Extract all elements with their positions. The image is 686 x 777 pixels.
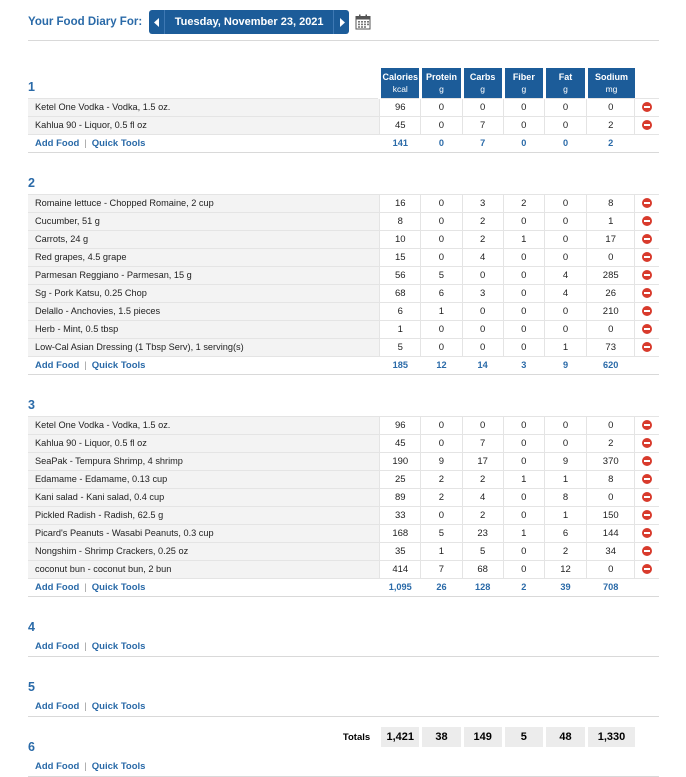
food-name-link[interactable]: Nongshim - Shrimp Crackers, 0.25 oz — [28, 542, 380, 560]
delete-entry-icon[interactable] — [642, 510, 652, 520]
food-fiber: 0 — [503, 302, 544, 320]
food-protein: 0 — [421, 230, 462, 248]
chevron-right-icon — [339, 18, 345, 27]
meal-links — [28, 698, 380, 716]
food-protein: 2 — [421, 470, 462, 488]
total-sodium: 1,330 — [587, 727, 635, 747]
food-protein: 1 — [421, 542, 462, 560]
food-calories: 96 — [380, 98, 421, 116]
food-carbs: 4 — [462, 488, 503, 506]
food-fiber: 0 — [503, 452, 544, 470]
total-protein: 38 — [421, 727, 462, 747]
food-fiber: 0 — [503, 116, 544, 134]
food-fat: 0 — [544, 230, 586, 248]
food-fiber: 0 — [503, 248, 544, 266]
food-fiber: 2 — [503, 194, 544, 212]
quick-tools-link[interactable]: Quick Tools — [91, 701, 146, 713]
food-carbs: 5 — [462, 542, 503, 560]
food-entry-row — [28, 230, 659, 248]
meal-footer-row — [28, 758, 659, 776]
column-unit: g — [439, 84, 444, 94]
diary-title: Your Food Diary For: — [28, 16, 143, 28]
food-sodium: 34 — [587, 542, 635, 560]
food-name-link[interactable]: Ketel One Vodka - Vodka, 1.5 oz. — [28, 98, 380, 116]
total-carbs: 149 — [462, 727, 503, 747]
food-protein: 0 — [421, 116, 462, 134]
food-entry-row — [28, 452, 659, 470]
food-fat: 4 — [544, 266, 586, 284]
food-calories: 5 — [380, 338, 421, 356]
meal-total-protein: 12 — [421, 356, 462, 374]
delete-cell — [635, 506, 659, 524]
food-protein: 0 — [421, 416, 462, 434]
food-calories: 33 — [380, 506, 421, 524]
diary-header — [28, 10, 371, 34]
food-calories: 25 — [380, 470, 421, 488]
food-entry-row — [28, 338, 659, 356]
food-calories: 15 — [380, 248, 421, 266]
food-sodium: 0 — [587, 320, 635, 338]
meal-name: 6 — [28, 740, 35, 754]
food-calories: 35 — [380, 542, 421, 560]
food-carbs: 2 — [462, 506, 503, 524]
food-fat: 1 — [544, 470, 586, 488]
food-sodium: 210 — [587, 302, 635, 320]
food-fat: 1 — [544, 338, 586, 356]
food-calories: 10 — [380, 230, 421, 248]
food-entry-row — [28, 248, 659, 266]
food-name-link[interactable]: Pickled Radish - Radish, 62.5 g — [28, 506, 380, 524]
delete-entry-icon[interactable] — [642, 198, 652, 208]
meal-total-protein: 26 — [421, 578, 462, 596]
meal-footer-row — [28, 638, 659, 656]
food-carbs: 0 — [462, 416, 503, 434]
food-name-link[interactable]: Herb - Mint, 0.5 tbsp — [28, 320, 380, 338]
calendar-icon[interactable] — [355, 14, 371, 30]
meal-links — [28, 758, 380, 776]
food-fiber: 0 — [503, 212, 544, 230]
meal-footer-row — [28, 698, 659, 716]
meal-total-sodium: 708 — [587, 578, 635, 596]
delete-entry-icon[interactable] — [642, 528, 652, 538]
food-protein: 7 — [421, 560, 462, 578]
food-fiber: 0 — [503, 488, 544, 506]
food-entry-row — [28, 116, 659, 134]
meal-links — [28, 578, 380, 596]
food-name-link[interactable]: Carrots, 24 g — [28, 230, 380, 248]
delete-entry-icon[interactable] — [642, 492, 652, 502]
food-entry-row — [28, 416, 659, 434]
food-protein: 0 — [421, 248, 462, 266]
add-food-link[interactable]: Add Food — [35, 359, 80, 371]
food-protein: 0 — [421, 506, 462, 524]
food-entry-row — [28, 212, 659, 230]
add-food-link[interactable]: Add Food — [35, 581, 80, 593]
food-name-link[interactable]: Kahlua 90 - Liquor, 0.5 fl oz — [28, 434, 380, 452]
delete-cell — [635, 230, 659, 248]
delete-entry-icon[interactable] — [642, 474, 652, 484]
food-name-link[interactable]: Edamame - Edamame, 0.13 cup — [28, 470, 380, 488]
meal-links — [28, 134, 380, 152]
food-diary-table — [28, 68, 659, 777]
food-fat: 0 — [544, 98, 586, 116]
add-food-link[interactable]: Add Food — [35, 641, 80, 653]
food-fiber: 0 — [503, 434, 544, 452]
quick-tools-link[interactable]: Quick Tools — [91, 761, 146, 773]
food-name-link[interactable]: Parmesan Reggiano - Parmesan, 15 g — [28, 266, 380, 284]
food-name-link[interactable]: Delallo - Anchovies, 1.5 pieces — [28, 302, 380, 320]
food-protein: 5 — [421, 524, 462, 542]
quick-tools-link[interactable]: Quick Tools — [91, 581, 146, 593]
food-sodium: 370 — [587, 452, 635, 470]
delete-entry-icon[interactable] — [642, 120, 652, 130]
meal-total-calories: 1,095 — [380, 578, 421, 596]
meal-total-fiber: 3 — [503, 356, 544, 374]
food-fiber: 0 — [503, 542, 544, 560]
food-fiber: 1 — [503, 230, 544, 248]
food-entry-row — [28, 542, 659, 560]
meal-total-calories: 141 — [380, 134, 421, 152]
food-name-link[interactable]: Picard's Peanuts - Wasabi Peanuts, 0.3 cup — [28, 524, 380, 542]
food-name-link[interactable]: SeaPak - Tempura Shrimp, 4 shrimp — [28, 452, 380, 470]
food-calories: 45 — [380, 434, 421, 452]
delete-entry-icon[interactable] — [642, 306, 652, 316]
delete-cell — [635, 320, 659, 338]
food-protein: 0 — [421, 98, 462, 116]
food-entry-row — [28, 488, 659, 506]
delete-cell — [635, 338, 659, 356]
food-fat: 6 — [544, 524, 586, 542]
food-fat: 4 — [544, 284, 586, 302]
food-fat: 0 — [544, 434, 586, 452]
link-separator: | — [84, 701, 87, 713]
food-protein: 0 — [421, 194, 462, 212]
link-separator: | — [84, 137, 87, 149]
delete-cell — [635, 542, 659, 560]
meal-header-row — [28, 164, 659, 194]
delete-entry-icon[interactable] — [642, 102, 652, 112]
add-food-link[interactable]: Add Food — [35, 761, 80, 773]
food-fiber: 0 — [503, 560, 544, 578]
food-entry-row — [28, 434, 659, 452]
food-fat: 9 — [544, 452, 586, 470]
meal-header-row — [28, 668, 659, 698]
meal-name: 4 — [28, 620, 35, 634]
food-calories: 89 — [380, 488, 421, 506]
food-calories: 168 — [380, 524, 421, 542]
meal-header-row — [28, 68, 659, 98]
delete-cell — [635, 452, 659, 470]
food-entry-row — [28, 284, 659, 302]
food-fiber: 0 — [503, 266, 544, 284]
meal-total-carbs: 14 — [462, 356, 503, 374]
food-fiber: 0 — [503, 506, 544, 524]
food-name-link[interactable]: Kahlua 90 - Liquor, 0.5 fl oz — [28, 116, 380, 134]
meal-footer-row — [28, 134, 659, 152]
food-fiber: 0 — [503, 338, 544, 356]
column-label: Calories — [382, 72, 419, 82]
food-sodium: 0 — [587, 560, 635, 578]
meal-name: 3 — [28, 397, 35, 412]
food-sodium: 285 — [587, 266, 635, 284]
food-sodium: 73 — [587, 338, 635, 356]
previous-day-button[interactable] — [149, 10, 164, 34]
column-unit: g — [521, 84, 527, 94]
food-carbs: 0 — [462, 266, 503, 284]
food-carbs: 17 — [462, 452, 503, 470]
link-separator: | — [84, 581, 87, 593]
delete-cell — [635, 98, 659, 116]
delete-cell — [635, 194, 659, 212]
food-fiber: 1 — [503, 470, 544, 488]
food-protein: 2 — [421, 488, 462, 506]
column-unit: mg — [605, 84, 618, 94]
food-entry-row — [28, 266, 659, 284]
food-name-link[interactable]: Red grapes, 4.5 grape — [28, 248, 380, 266]
meal-total-fat: 9 — [544, 356, 586, 374]
delete-cell — [635, 266, 659, 284]
meal-total-fiber: 0 — [503, 134, 544, 152]
total-fiber: 5 — [503, 727, 544, 747]
food-carbs: 7 — [462, 116, 503, 134]
food-entry-row — [28, 302, 659, 320]
food-name-link[interactable]: Ketel One Vodka - Vodka, 1.5 oz. — [28, 416, 380, 434]
delete-cell — [635, 560, 659, 578]
food-carbs: 2 — [462, 212, 503, 230]
column-label: Carbs — [469, 72, 496, 82]
food-calories: 1 — [380, 320, 421, 338]
current-date: Tuesday, November 23, 2021 — [164, 10, 334, 34]
delete-cell — [635, 302, 659, 320]
delete-cell — [635, 434, 659, 452]
column-label: Fat — [558, 72, 573, 82]
food-carbs: 0 — [462, 338, 503, 356]
delete-entry-icon[interactable] — [642, 456, 652, 466]
meal-name: 5 — [28, 680, 35, 694]
food-entry-row — [28, 506, 659, 524]
food-carbs: 3 — [462, 284, 503, 302]
delete-cell — [635, 470, 659, 488]
food-name-link[interactable]: Kani salad - Kani salad, 0.4 cup — [28, 488, 380, 506]
link-separator: | — [84, 641, 87, 653]
food-carbs: 2 — [462, 470, 503, 488]
quick-tools-link[interactable]: Quick Tools — [91, 641, 146, 653]
food-fat: 8 — [544, 488, 586, 506]
column-header-protein — [421, 68, 462, 98]
meal-total-fiber: 2 — [503, 578, 544, 596]
chevron-left-icon — [154, 18, 160, 27]
meal-total-fat: 39 — [544, 578, 586, 596]
food-name-link[interactable]: Cucumber, 51 g — [28, 212, 380, 230]
delete-entry-icon[interactable] — [642, 234, 652, 244]
column-unit: g — [563, 84, 568, 94]
meal-total-calories: 185 — [380, 356, 421, 374]
food-entry-row — [28, 194, 659, 212]
meal-name: 1 — [28, 79, 35, 94]
food-sodium: 0 — [587, 98, 635, 116]
food-name-link[interactable]: Sg - Pork Katsu, 0.25 Chop — [28, 284, 380, 302]
food-carbs: 23 — [462, 524, 503, 542]
link-separator: | — [84, 359, 87, 371]
food-fiber: 0 — [503, 284, 544, 302]
total-calories: 1,421 — [380, 727, 421, 747]
food-protein: 6 — [421, 284, 462, 302]
delete-entry-icon[interactable] — [642, 324, 652, 334]
delete-entry-icon[interactable] — [642, 288, 652, 298]
food-fat: 0 — [544, 116, 586, 134]
food-fat: 12 — [544, 560, 586, 578]
food-fat: 0 — [544, 212, 586, 230]
food-calories: 56 — [380, 266, 421, 284]
food-calories: 8 — [380, 212, 421, 230]
delete-cell — [635, 116, 659, 134]
delete-cell — [635, 212, 659, 230]
meal-total-sodium: 2 — [587, 134, 635, 152]
food-sodium: 17 — [587, 230, 635, 248]
food-name-link[interactable]: coconut bun - coconut bun, 2 bun — [28, 560, 380, 578]
food-calories: 96 — [380, 416, 421, 434]
food-carbs: 0 — [462, 320, 503, 338]
meal-footer-row — [28, 356, 659, 374]
food-sodium: 0 — [587, 488, 635, 506]
delete-entry-icon[interactable] — [642, 342, 652, 352]
food-name-link[interactable]: Romaine lettuce - Chopped Romaine, 2 cup — [28, 194, 380, 212]
food-carbs: 3 — [462, 194, 503, 212]
food-sodium: 150 — [587, 506, 635, 524]
meal-links — [28, 356, 380, 374]
delete-cell — [635, 248, 659, 266]
food-sodium: 0 — [587, 416, 635, 434]
meal-links — [28, 638, 380, 656]
column-unit: g — [480, 84, 485, 94]
food-entry-row — [28, 98, 659, 116]
food-fat: 2 — [544, 542, 586, 560]
totals-label: Totals — [342, 731, 371, 743]
food-entry-row — [28, 320, 659, 338]
column-label: Sodium — [594, 72, 628, 82]
food-fat: 1 — [544, 506, 586, 524]
food-fiber: 1 — [503, 524, 544, 542]
food-entry-row — [28, 470, 659, 488]
food-protein: 1 — [421, 302, 462, 320]
food-sodium: 26 — [587, 284, 635, 302]
meal-total-sodium: 620 — [587, 356, 635, 374]
delete-entry-icon[interactable] — [642, 270, 652, 280]
column-header-sodium — [587, 68, 635, 98]
food-carbs: 4 — [462, 248, 503, 266]
column-unit: kcal — [392, 84, 408, 94]
meal-total-carbs: 128 — [462, 578, 503, 596]
food-carbs: 0 — [462, 98, 503, 116]
food-carbs: 7 — [462, 434, 503, 452]
food-sodium: 2 — [587, 116, 635, 134]
food-calories: 414 — [380, 560, 421, 578]
food-calories: 68 — [380, 284, 421, 302]
add-food-link[interactable]: Add Food — [35, 701, 80, 713]
food-protein: 0 — [421, 212, 462, 230]
food-calories: 45 — [380, 116, 421, 134]
column-header-carbs — [462, 68, 503, 98]
food-calories: 6 — [380, 302, 421, 320]
delete-entry-icon[interactable] — [642, 420, 652, 430]
food-sodium: 8 — [587, 194, 635, 212]
add-food-link[interactable]: Add Food — [35, 137, 80, 149]
quick-tools-link[interactable]: Quick Tools — [91, 137, 146, 149]
food-protein: 9 — [421, 452, 462, 470]
total-fat: 48 — [544, 727, 586, 747]
food-carbs: 68 — [462, 560, 503, 578]
food-sodium: 0 — [587, 248, 635, 266]
meal-footer-row — [28, 578, 659, 596]
meal-header-row — [28, 608, 659, 638]
food-fiber: 0 — [503, 320, 544, 338]
food-fat: 0 — [544, 416, 586, 434]
column-label: Fiber — [512, 72, 535, 82]
food-sodium: 2 — [587, 434, 635, 452]
food-sodium: 144 — [587, 524, 635, 542]
column-header-fat — [544, 68, 586, 98]
food-fat: 0 — [544, 194, 586, 212]
food-protein: 0 — [421, 434, 462, 452]
food-carbs: 2 — [462, 230, 503, 248]
food-fiber: 0 — [503, 416, 544, 434]
delete-entry-icon[interactable] — [642, 546, 652, 556]
delete-entry-icon[interactable] — [642, 252, 652, 262]
delete-entry-icon[interactable] — [642, 438, 652, 448]
meal-name: 2 — [28, 175, 35, 190]
grand-totals-row — [28, 727, 659, 747]
delete-cell — [635, 416, 659, 434]
column-header-fiber — [503, 68, 544, 98]
delete-cell — [635, 488, 659, 506]
food-protein: 5 — [421, 266, 462, 284]
meal-total-protein: 0 — [421, 134, 462, 152]
food-fat: 0 — [544, 248, 586, 266]
food-fiber: 0 — [503, 98, 544, 116]
next-day-button[interactable] — [334, 10, 349, 34]
meal-total-fat: 0 — [544, 134, 586, 152]
meal-total-carbs: 7 — [462, 134, 503, 152]
food-sodium: 1 — [587, 212, 635, 230]
food-carbs: 0 — [462, 302, 503, 320]
meal-header-row — [28, 386, 659, 416]
quick-tools-link[interactable]: Quick Tools — [91, 359, 146, 371]
link-separator: | — [84, 761, 87, 773]
food-fat: 0 — [544, 302, 586, 320]
food-entry-row — [28, 524, 659, 542]
delete-entry-icon[interactable] — [642, 564, 652, 574]
column-header-calories — [380, 68, 421, 98]
food-name-link[interactable]: Low-Cal Asian Dressing (1 Tbsp Serv), 1 serving(s) — [28, 338, 380, 356]
header-divider — [28, 40, 659, 41]
column-label: Protein — [425, 72, 457, 82]
delete-entry-icon[interactable] — [642, 216, 652, 226]
date-navigator — [149, 10, 349, 34]
food-calories: 16 — [380, 194, 421, 212]
food-calories: 190 — [380, 452, 421, 470]
food-protein: 0 — [421, 320, 462, 338]
delete-cell — [635, 524, 659, 542]
food-fat: 0 — [544, 320, 586, 338]
food-sodium: 8 — [587, 470, 635, 488]
food-entry-row — [28, 560, 659, 578]
food-protein: 0 — [421, 338, 462, 356]
delete-cell — [635, 284, 659, 302]
